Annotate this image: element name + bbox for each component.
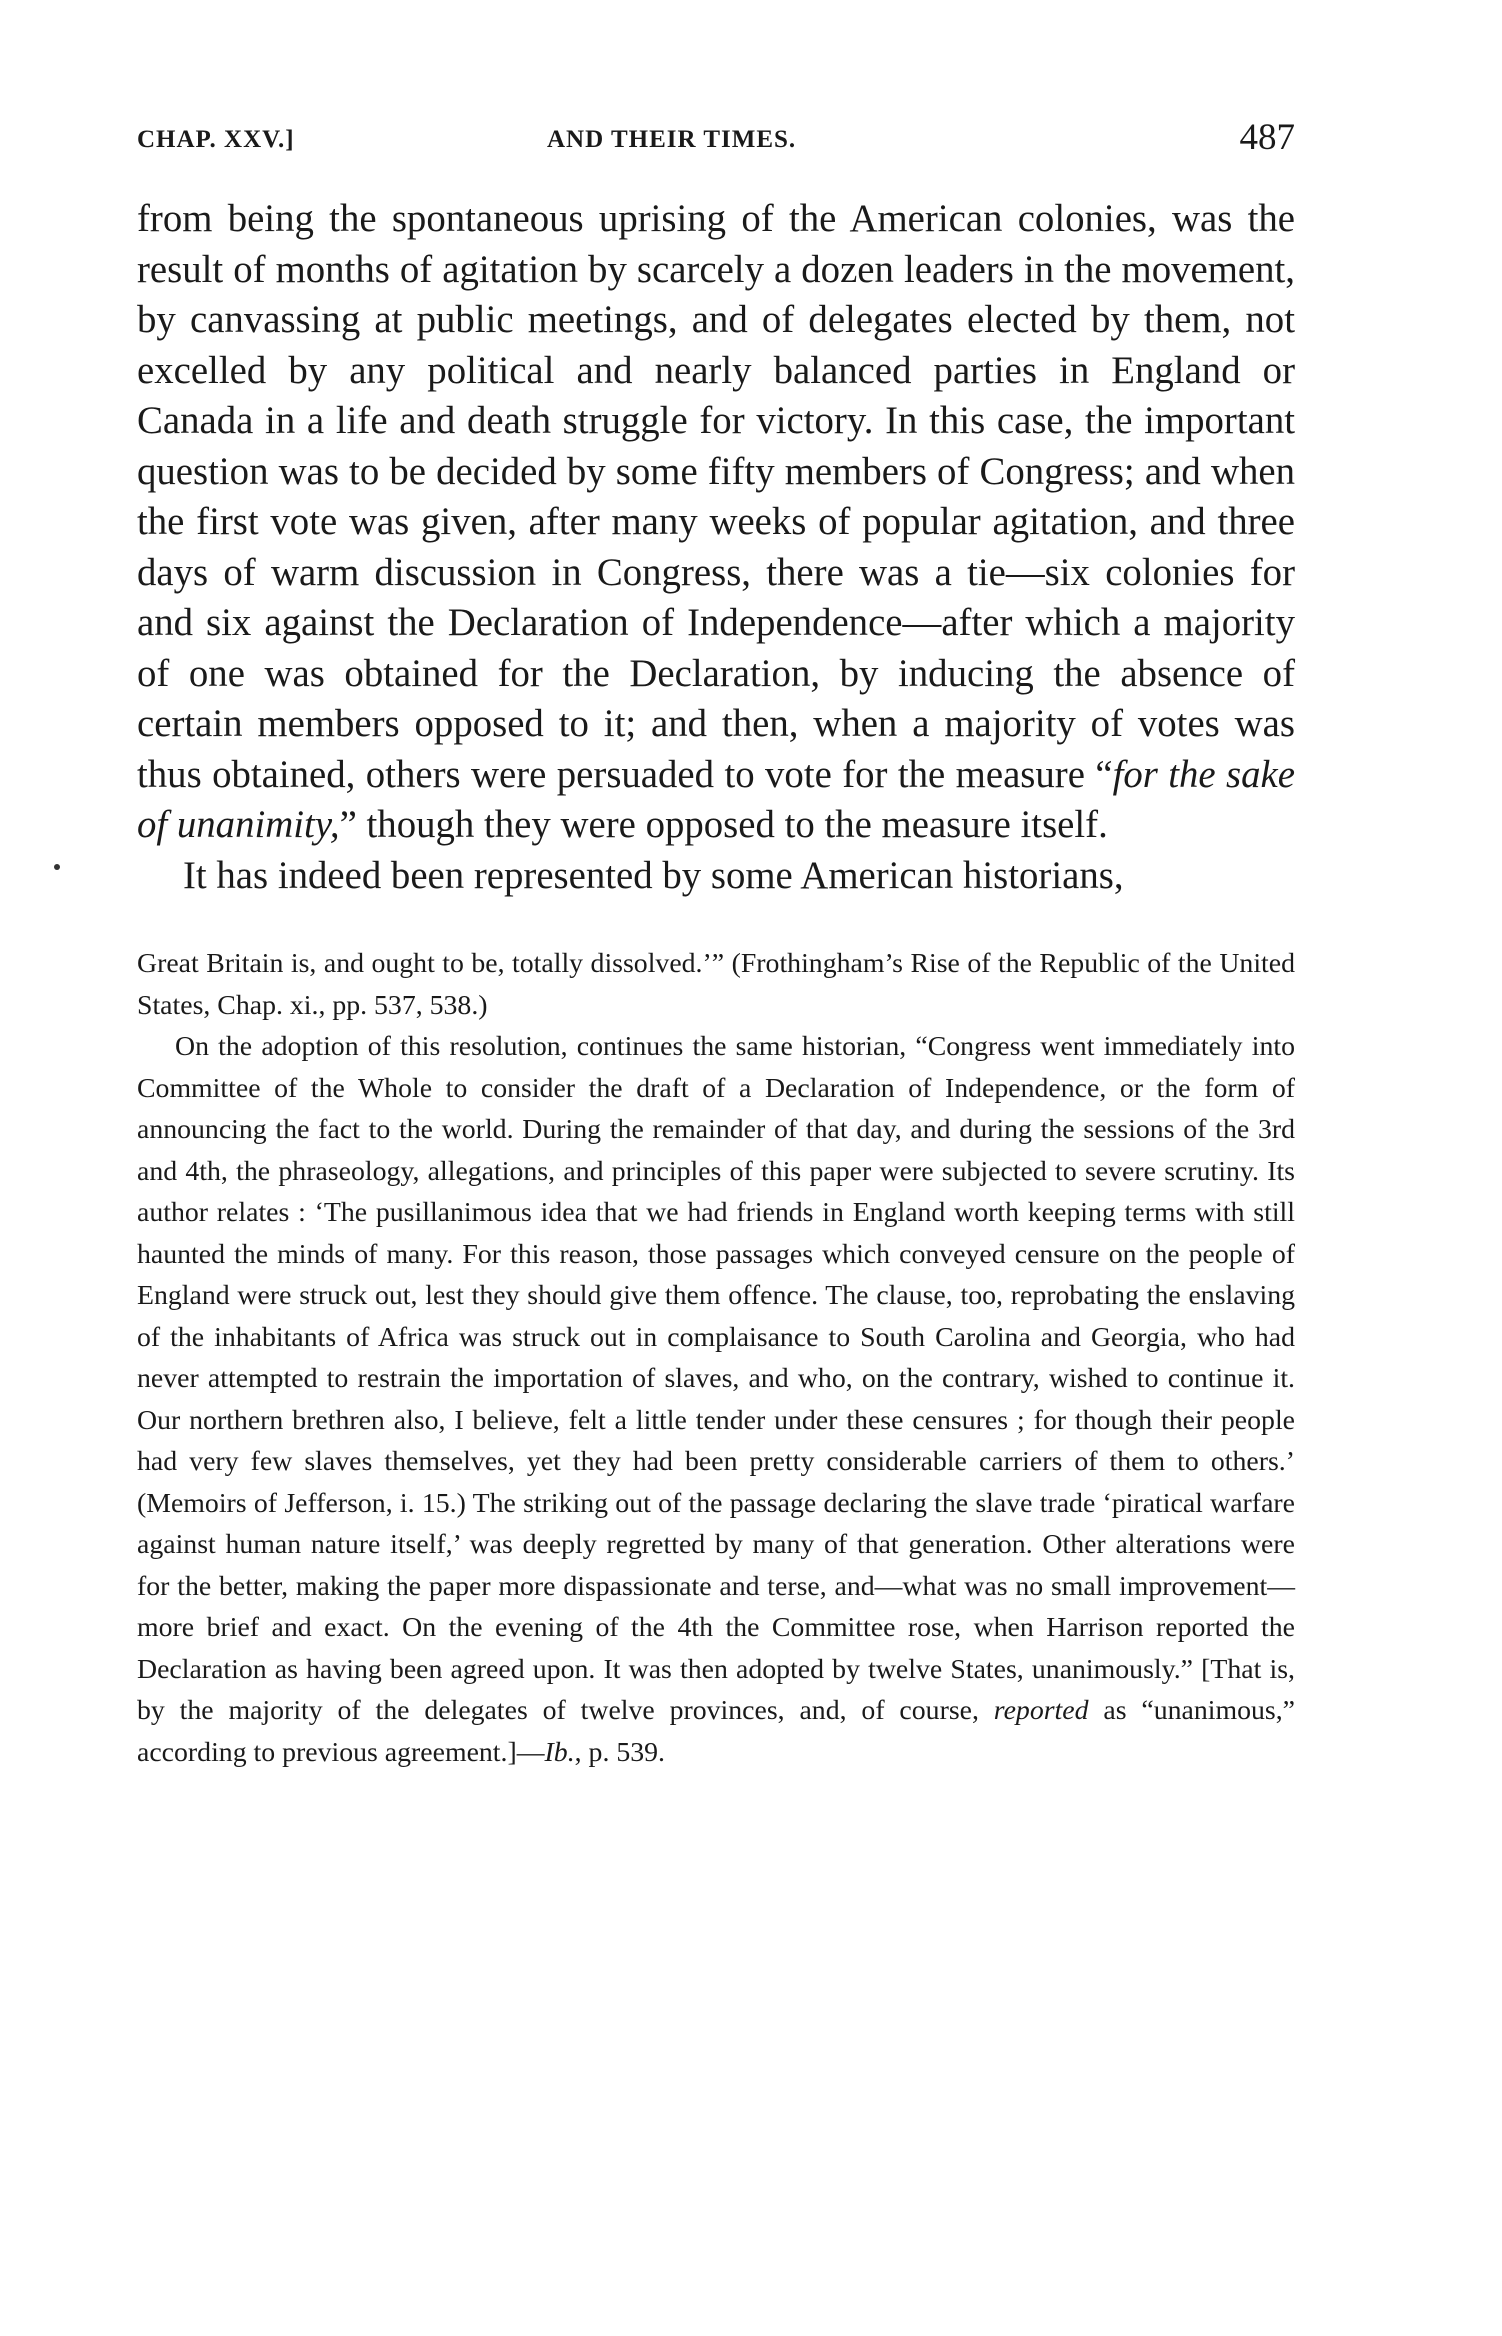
margin-speck bbox=[54, 864, 60, 870]
footnote-emphasis-ib: Ib. bbox=[544, 1736, 575, 1768]
running-head bbox=[137, 118, 1295, 168]
running-title: AND THEIR TIMES. bbox=[547, 126, 797, 153]
footnote-paragraph-2 bbox=[137, 1026, 1295, 1773]
main-paragraph-1 bbox=[137, 194, 1295, 851]
footnote-paragraph-2-text-b: as “unanimous,” according to previous agreement.]— bbox=[137, 1695, 1295, 1768]
footnote-paragraph-2-text-c: , p. 539. bbox=[574, 1736, 665, 1768]
footnote-emphasis-reported: reported bbox=[993, 1695, 1089, 1726]
main-paragraph-1-emphasis: for the sake of unanimity, bbox=[137, 752, 1295, 846]
book-page bbox=[137, 118, 1295, 1773]
footnote bbox=[137, 943, 1295, 1773]
main-paragraph-2: It has indeed been represented by some American historians, bbox=[183, 853, 1124, 897]
page-number: 487 bbox=[1239, 117, 1295, 158]
main-paragraph-1-text-a: from being the spontaneous uprising of the American colonies, was the result of months of agitation by scarcely a dozen leaders in the movement, by canvassing at public meetings, and of delegates elected by them, not excelled by any political and nearly balanced parties in England or Canada in a life and death struggle for victory. In this case, the important question was to be decided by some fifty members of Congress; and when the first vote was given, after many weeks of popular agitation, and three days of warm discussion in Congress, there was a tie—six colonies for and six against the Declaration of Independence—after which a majority of one was obtained for the Declaration, by inducing the absence of certain members opposed to it; and then, when a majority of votes was thus obtained, others were persuaded to vote for the measure “ bbox=[137, 197, 1295, 796]
chapter-label: CHAP. XXV.] bbox=[137, 126, 295, 153]
main-text bbox=[137, 194, 1295, 901]
footnote-paragraph-2-text-a: On the adoption of this resolution, continues the same historian, “Congress went immediately into Committee of the Whole to consider the draft of a Declaration of Independence, or the form of announcing the fact to the world. During the remainder of that day, and during the sessions of the 3rd and 4th, the phraseology, allegations, and principles of this paper were subjected to severe scrutiny. Its author relates : ‘The pusillanimous idea that we had friends in England worth keeping terms with still haunted the minds of many. For this reason, those passages which conveyed censure on the people of England were struck out, lest they should give them offence. The clause, too, reprobating the enslaving of the inhabitants of Africa was struck out in complaisance to South Carolina and Georgia, who had never attempted to restrain the importation of slaves, and who, on the contrary, wished to continue it. Our northern brethren also, I believe, felt a little tender under these censures ; for though their people had very few slaves themselves, yet they had been pretty considerable carriers of them to others.’ (Memoirs of Jefferson, i. 15.) The striking out of the passage declaring the slave trade ‘piratical warfare against human nature itself,’ was deeply regretted by many of that generation. Other alterations were for the better, making the paper more dispassionate and terse, and—what was no small improvement—more brief and exact. On the evening of the 4th the Committee rose, when Harrison reported the Declaration as having been agreed upon. It was then adopted by twelve States, unanimously.” [That is, by the majority of the delegates of twelve provinces, and, of course, bbox=[137, 1031, 1295, 1726]
footnote-paragraph-1: Great Britain is, and ought to be, totally dissolved.’” (Frothingham’s Rise of the Republic of the United States, Chap. xi., pp. 537, 538.) bbox=[137, 948, 1295, 1021]
main-paragraph-1-text-b: ” though they were opposed to the measure itself. bbox=[339, 803, 1108, 846]
